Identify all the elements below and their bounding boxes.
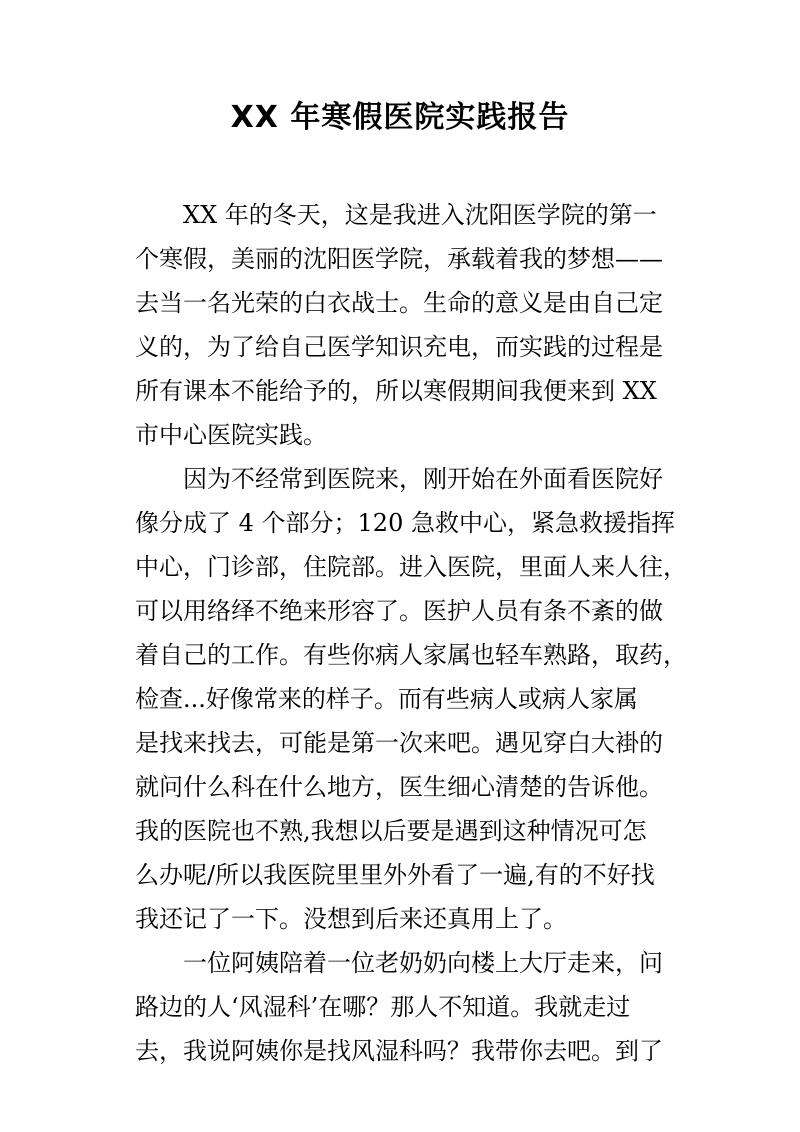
paragraph-2-line-10: 么办呢/所以我医院里里外外看了一遍,有的不好找 [135,861,655,889]
document-body [135,193,687,1073]
paragraph-1-line-6: 市中心医院实践。 [135,421,327,449]
paragraph-3-line-3: 去，我说阿姨你是找风湿科吗？我带你去吧。到了 [135,1037,663,1065]
paragraph-1-line-2: 个寒假，美丽的沈阳医学院，承载着我的梦想—— [135,245,663,273]
paragraph-2-line-8: 就问什么科在什么地方，医生细心清楚的告诉他。 [135,773,663,801]
paragraph-1-line-5: 所有课本不能给予的，所以寒假期间我便来到 XX [135,377,657,405]
paragraph-1-line-1: XX 年的冬天，这是我进入沈阳医学院的第一 [183,201,657,229]
paragraph-2-line-1: 因为不经常到医院来，刚开始在外面看医院好 [183,465,663,493]
paragraph-2-line-2: 像分成了 4 个部分；120 急救中心，紧急救援指挥 [135,509,675,537]
paragraph-2-line-5: 着自己的工作。有些你病人家属也轻车熟路，取药， [135,641,687,669]
paragraph-1-line-4: 义的，为了给自己医学知识充电，而实践的过程是 [135,333,663,361]
paragraph-2-line-6: 检查...好像常来的样子。而有些病人或病人家属 [135,685,638,713]
paragraph-2-line-9: 我的医院也不熟,我想以后要是遇到这种情况可怎 [135,817,647,845]
paragraph-2-line-3: 中心，门诊部，住院部。进入医院，里面人来人往， [135,553,687,581]
paragraph-2-line-7: 是找来找去，可能是第一次来吧。遇见穿白大褂的 [135,729,663,757]
paragraph-3-line-1: 一位阿姨陪着一位老奶奶向楼上大厅走来，问 [183,949,663,977]
paragraph-1-line-3: 去当一名光荣的白衣战士。生命的意义是由自己定 [135,289,663,317]
document-title: XX 年寒假医院实践报告 [230,100,570,135]
paragraph-2-line-4: 可以用络绎不绝来形容了。医护人员有条不紊的做 [135,597,663,625]
paragraph-3-line-2: 路边的人‘风湿科’在哪？那人不知道。我就走过 [135,993,631,1021]
paragraph-2-line-11: 我还记了一下。没想到后来还真用上了。 [135,905,567,933]
